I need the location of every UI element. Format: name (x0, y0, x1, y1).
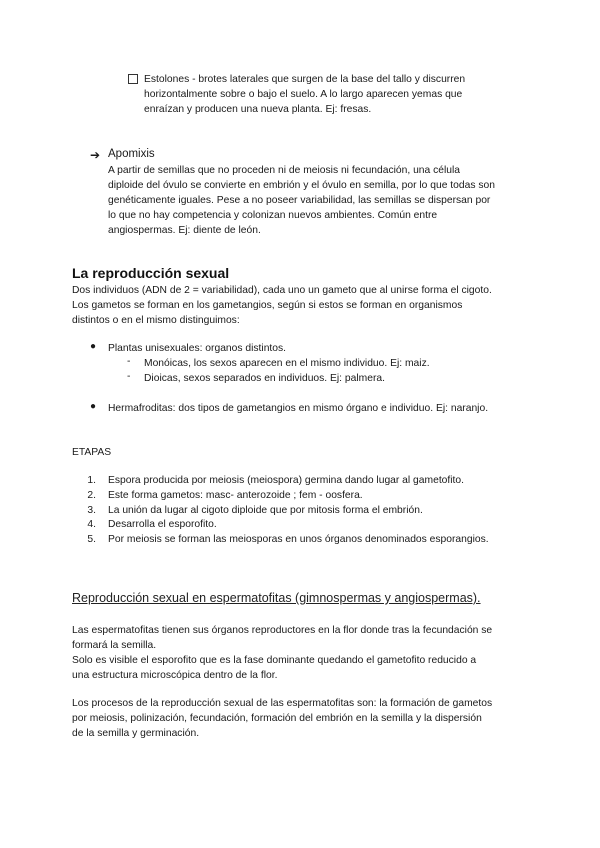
esperm-para1-line-1: Las espermatofitas tienen sus órganos reproductores en la flor donde tras la fecundación se (72, 625, 493, 636)
etapa-item: La unión da lugar al cigoto diploide que por mitosis forma el embrión. (108, 505, 423, 516)
dash-icon: - (127, 371, 131, 382)
esperm-para2-line-2: por meiosis, polinización, fecundación, formación del embrión en la semilla y la dispersión (72, 713, 482, 724)
esperm-para2-line-3: de la semilla y germinación. (72, 728, 200, 739)
estolones-line-3: enraízan y producen una nueva planta. Ej: fresas. (144, 104, 372, 115)
apomixis-title: Apomixis (108, 148, 155, 160)
list-number: 5. (87, 534, 96, 545)
apomixis-line-2: diploide del óvulo se convierte en embrión y el óvulo en semilla, por lo que todas son (108, 180, 495, 191)
estolones-line-2: horizontalmente sobre o bajo el suelo. A lo largo aparecen yemas que (144, 89, 463, 100)
sexual-intro-3: distintos o en el mismo distinguimos: (72, 315, 240, 326)
sexual-intro-1: Dos individuos (ADN de 2 = variabilidad), cada uno un gameto que al unirse forma el cigoto. (72, 285, 492, 296)
sexual-intro-2: Los gametos se forman en los gametangios, según si estos se forman en organismos (72, 300, 463, 311)
apomixis-line-5: angiospermas. Ej: diente de león. (108, 225, 261, 236)
esperm-para2-line-1: Los procesos de la reproducción sexual de las espermatofitas son: la formación de gametos (72, 698, 493, 709)
etapa-item: Espora producida por meiosis (meiospora) germina dando lugar al gametofito. (108, 475, 465, 486)
estolones-line-1: Estolones - brotes laterales que surgen de la base del tallo y discurren (144, 74, 466, 85)
dash-icon: - (127, 356, 131, 367)
section-heading-espermatofitas: Reproducción sexual en espermatofitas (gimnospermas y angiospermas). (72, 591, 481, 605)
sub-monoicas: Monóicas, los sexos aparecen en el mismo individuo. Ej: maiz. (144, 358, 430, 369)
esperm-para1-line-4: una estructura microscópica dentro de la flor. (72, 670, 278, 681)
etapas-title: ETAPAS (72, 447, 112, 458)
etapa-item: Desarrolla el esporofito. (108, 519, 217, 530)
bullet-hermafroditas: Hermafroditas: dos tipos de gametangios en mismo órgano e individuo. Ej: naranjo. (108, 403, 489, 414)
sub-dioicas: Dioicas, sexos separados en individuos. Ej: palmera. (144, 373, 385, 384)
arrow-icon: ➔ (90, 148, 101, 162)
checkbox-icon[interactable] (128, 74, 138, 84)
list-number: 4. (87, 519, 96, 530)
list-number: 3. (87, 505, 96, 516)
apomixis-line-1: A partir de semillas que no proceden ni de meiosis ni fecundación, una célula (108, 165, 461, 176)
apomixis-line-4: lo que no hay competencia y colonizan nuevos ambientes. Común entre (108, 210, 438, 221)
esperm-para1-line-2: formará la semilla. (72, 640, 157, 651)
esperm-para1-line-3: Solo es visible el esporofito que es la fase dominante quedando el gametofito reducido a (72, 655, 477, 666)
list-number: 2. (87, 490, 96, 501)
bullet-unisexuales: Plantas unisexuales: organos distintos. (108, 343, 287, 354)
etapa-item: Por meiosis se forman las meiosporas en unos órganos denominados esporangios. (108, 534, 489, 545)
section-heading-sexual: La reproducción sexual (72, 265, 230, 281)
apomixis-line-3: genéticamente iguales. Pese a no poseer variabilidad, las semillas se dispersan por (108, 195, 491, 206)
etapa-item: Este forma gametos: masc- anterozoide ; fem - oosfera. (108, 490, 363, 501)
list-number: 1. (87, 475, 96, 486)
bullet-icon: ● (90, 341, 97, 352)
bullet-icon: ● (90, 401, 97, 412)
